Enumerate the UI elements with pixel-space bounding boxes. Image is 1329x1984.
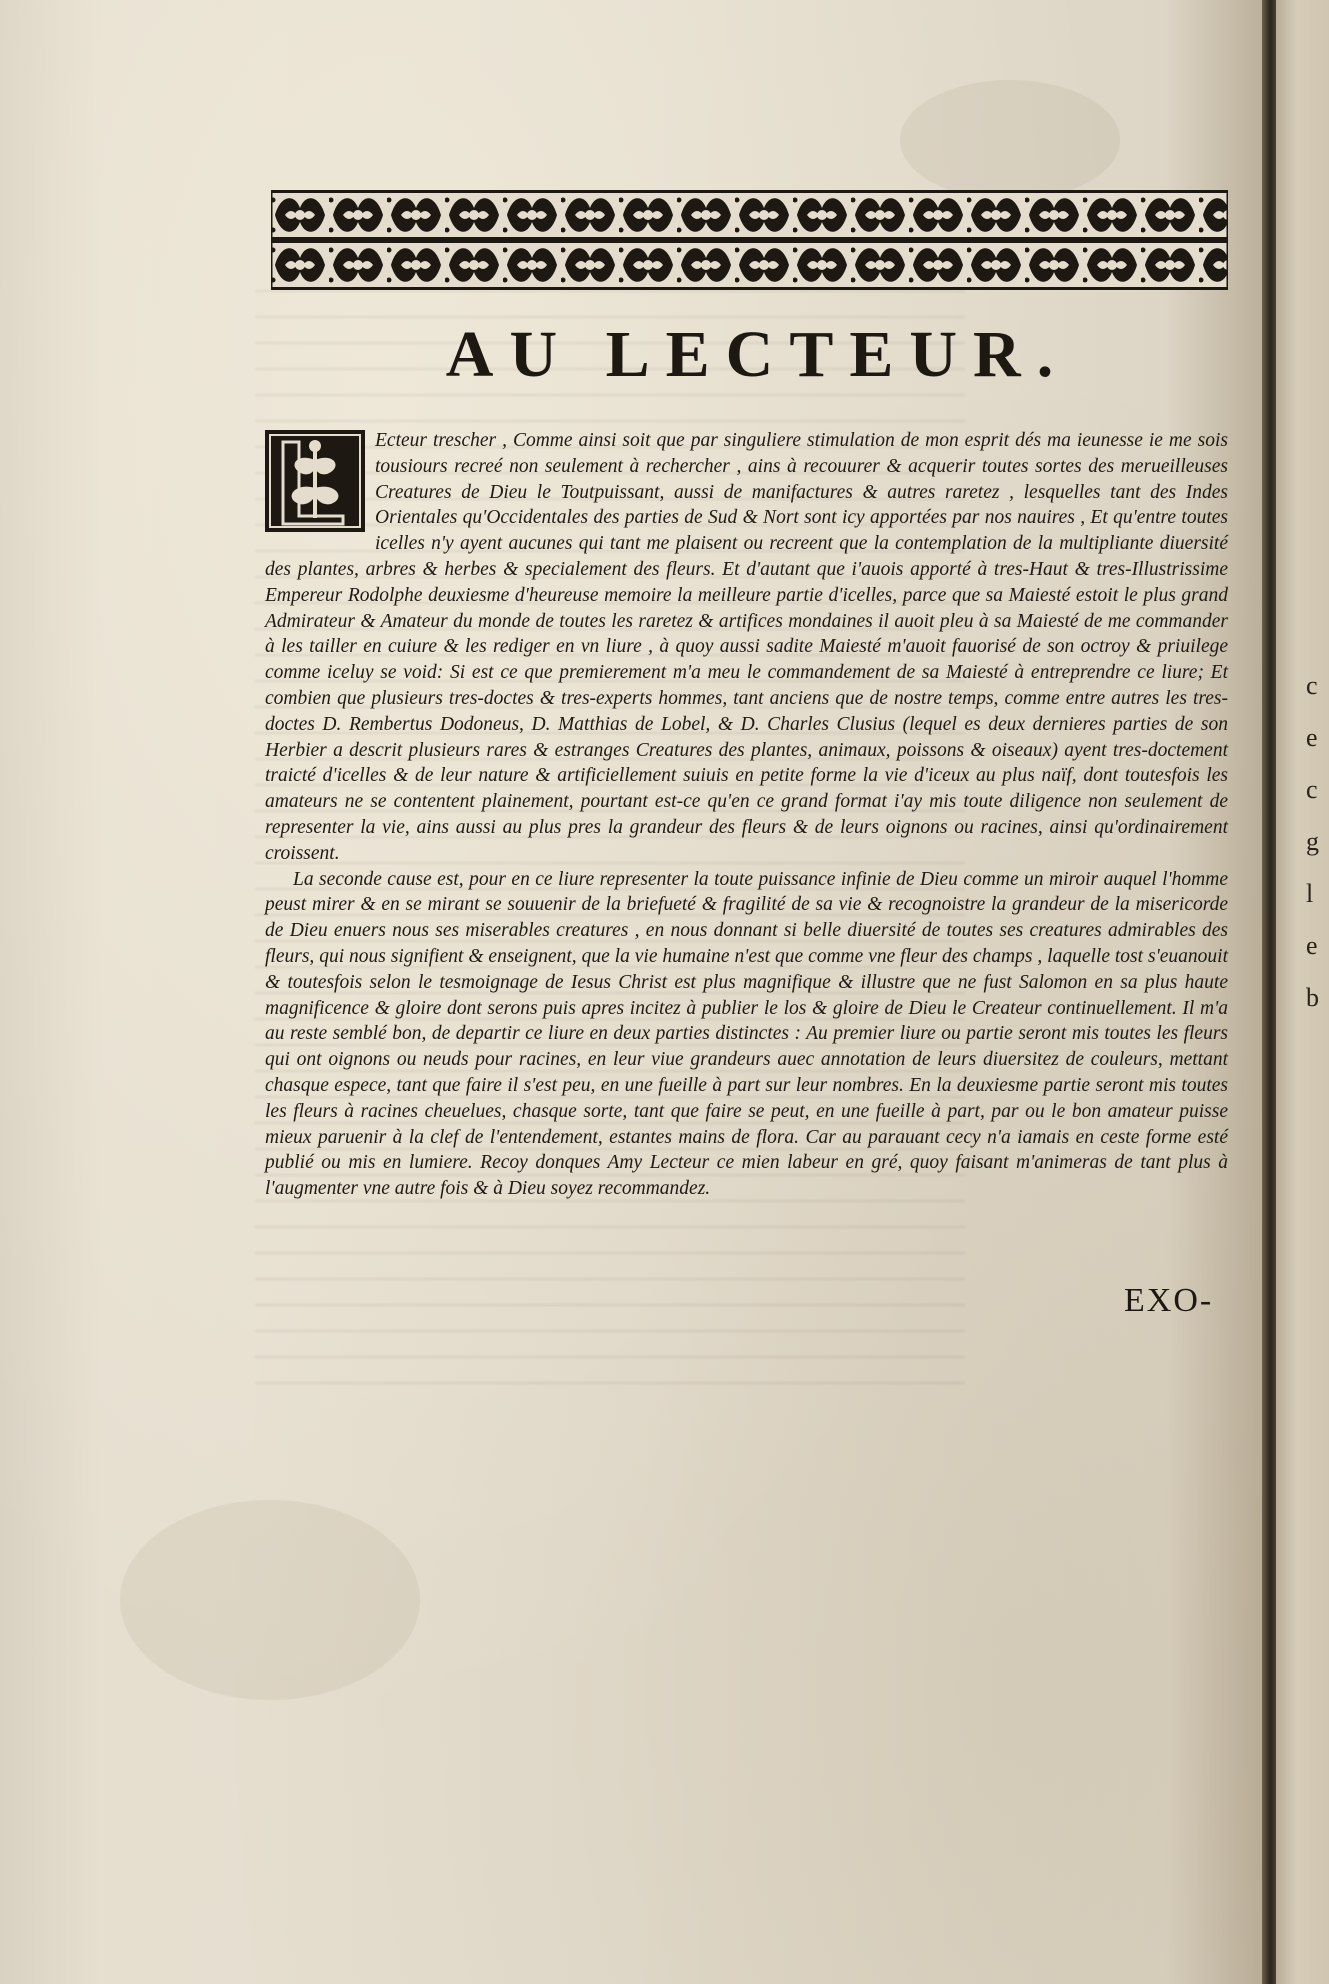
page-title [271, 318, 1228, 391]
next-page-edge [1276, 0, 1329, 1984]
paragraph-1: Ecteur trescher , Comme ainsi soit que par singuliere stimulation de mon esprit dés ma ieunesse ie me sois tousiours recreé non seulement à rechercher , ains à recouurer & acquerir toutes sortes des merueilleuses Creatures de Dieu le Toutpuissant, aussi de manifactures & autres raretez , lesquelles tant des Indes Orientales qu'Occidentales des parties de Sud & Nort sont icy apportées par nos nauires , Et qu'entre toutes icelles n'y ayent aucunes qui tant me plaisent ou recreent que la contemplation de la multipliante diuersité des plantes, arbres & herbes & specialement des fleurs. Et d'autant que i'auois apporté à tres-Haut & tres-Illustrissime Empereur Rodolphe deuxiesme d'heureuse memoire la meilleure partie d'icelles, parce que sa Maiesté estoit le plus grand Admirateur & Amateur du monde de toutes les raretez & artifices mondaines il auoit pleu à sa Maiesté de me commander à les tailler en cuiure & les rediger en vn liure , à quoy aussi sadite Maiesté m'auoit fauorisé de son octroy & priuilege comme iceluy se void: Si est ce que premierement m'a meu le commandement de sa Maiesté à entreprendre ce liure; Et combien que plusieurs tres-doctes & tres-experts hommes, tant anciens que de nostre temps, comme entre autres les tres-doctes D. Rembertus Dodoneus, D. Matthias de Lobel, & D. Charles Clusius (lequel es deux dernieres parties de son Herbier a descrit plusieurs rares & estranges Creatures des plantes, animaux, poissons & oiseaux) ayent tres-doctement traicté d'icelles & de leur nature & artificiellement suiuis en petite forme la vie d'iceux au plus naïf, dont toutesfois les amateurs ne se contentent plainement, pourtant est-ce qu'en ce grand format i'ay mis toute diligence non seulement de representer la vie, ains aussi au plus pres la grandeur des fleurs & de leurs oignons ou racines, ainsi qu'ordinairement croissent. [265, 430, 1228, 864]
body-text [265, 428, 1228, 1202]
next-page-glyphs: c e c g l e b [1306, 671, 1319, 1012]
title-text: AU LECTEUR [445, 318, 1037, 391]
catchword: EXO- [1124, 1282, 1214, 1319]
paper-stain [900, 80, 1120, 200]
title-stop: . [1036, 318, 1054, 391]
book-gutter [1262, 0, 1276, 1984]
paragraph-2: La seconde cause est, pour en ce liure representer la toute puissance infinie de Dieu comme un miroir auquel l'homme peust mirer & en se mirant se souuenir de la briefueté & fragilité de sa vie & recognoistre la grandeur de la misericorde de Dieu enuers nous ses miserables creatures , en nous donnant si belle diuersité de toutes ses creatures admirables des fleurs, qui nous signifient & enseignent, que la vie humaine n'est que comme vne fleur des champs , laquelle tost s'euanouit & toutesfois selon le tesmoignage de Iesus Christ est plus magnifique & illustre que ne fust Salomon en sa plus haute magnificence & gloire dont serons puis apres incitez à publier le los & gloire de Dieu le Createur continuellement. Il m'a au reste semblé bon, de departir ce liure en deux parties distinctes : Au premier liure ou partie seront mis toutes les fleurs qui ont oignons ou neuds pour racines, en leur viue grandeurs auec annotation de leurs diuersitez de couleurs, mettant chasque espece, tant que faire il s'est peu, en une fueille à part sur leur nombres. En la deuxiesme partie seront mis toutes les fleurs à racines cheuelues, chasque sorte, tant que faire se peut, en une fueille à part, par ou le bon amateur puisse mieux paruenir à la clef de l'entendement, estantes mains de flora. Car au parauant cecy n'a iamais en ceste forme esté publié ou mis en lumiere. Recoy donques Amy Lecteur ce mien labeur en gré, quoy faisant m'animeras de tant plus à l'augmenter vne autre fois & à Dieu soyez recommandez. [265, 868, 1228, 1200]
ornamental-border [271, 190, 1228, 290]
paper-stain [120, 1500, 420, 1700]
decorated-initial-L-icon [265, 430, 365, 532]
